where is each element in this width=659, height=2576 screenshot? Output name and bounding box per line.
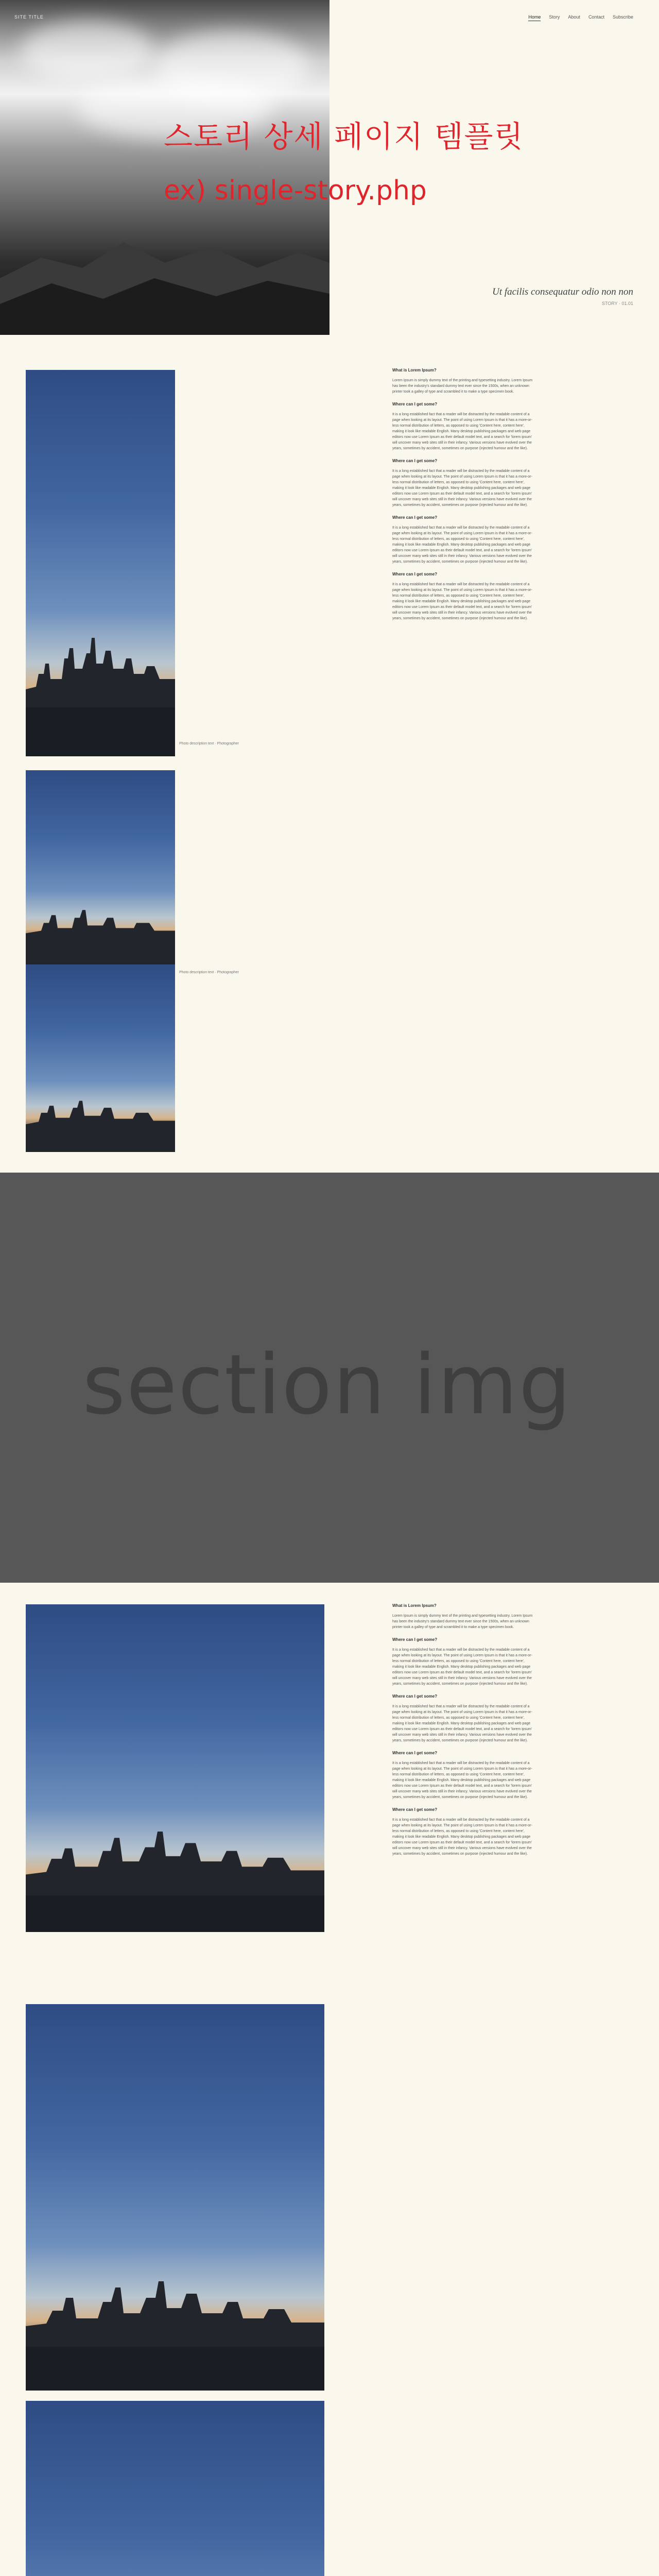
story-paragraph: Lorem Ipsum is simply dummy text of the printing and typesetting industry. Lorem Ipsum has been the industry's standard dummy text ever since the 1500s, when an unknown printer took a galley of type and scrambled it to make a type specimen book. [392, 1614, 533, 1629]
section-image-placeholder [0, 1173, 659, 1583]
page-title: 스토리 상세 페이지 템플릿 [164, 119, 524, 154]
story-heading: Where can I get some? [392, 572, 438, 577]
story-photo [26, 770, 175, 964]
story-photo [26, 1604, 324, 1932]
mountain-silhouette [0, 201, 330, 335]
story-paragraph: It is a long established fact that a reader will be distracted by the readable content of a page when looking at its layout. The point of using Lorem Ipsum is that it has a more-or-less normal distribution of letters, as opposed to using 'Content here, content here', making it look like readable English. Many desktop publishing packages and web page editors now use Lorem Ipsum as their default model text, and a search for 'lorem ipsum' will uncover many web sites still in their infancy. Various versions have evolved over the years, sometimes by accident, sometimes on purpose (injected humour and the like). [392, 583, 532, 620]
story-paragraph: It is a long established fact that a reader will be distracted by the readable content of a page when looking at its layout. The point of using Lorem Ipsum is that it has a more-or-less normal distribution of letters, as opposed to using 'Content here, content here', making it look like readable English. Many desktop publishing packages and web page editors now use Lorem Ipsum as their default model text, and a search for 'lorem ipsum' will uncover many web sites still in their infancy. Various versions have evolved over the years, sometimes by accident, sometimes on purpose (injected humour and the like). [392, 413, 532, 450]
nav-item-about[interactable]: About [568, 14, 580, 20]
story-paragraph: It is a long established fact that a reader will be distracted by the readable content of a page when looking at its layout. The point of using Lorem Ipsum is that it has a more-or-less normal distribution of letters, as opposed to using 'Content here, content here', making it look like readable English. Many desktop publishing packages and web page editors now use Lorem Ipsum as their default model text, and a search for 'lorem ipsum' will uncover many web sites still in their infancy. Various versions have evolved over the years, sometimes by accident, sometimes on purpose (injected humour and the like). [392, 469, 532, 507]
story-photo [26, 964, 175, 1152]
nav-item-home[interactable]: Home [528, 13, 541, 21]
nav-item-story[interactable]: Story [549, 14, 560, 20]
hero-image [0, 0, 330, 335]
photo-caption: Photo description text · Photographer [179, 742, 239, 745]
story-paragraph: Lorem Ipsum is simply dummy text of the printing and typesetting industry. Lorem Ipsum has been the industry's standard dummy text ever since the 1500s, when an unknown printer took a galley of type and scrambled it to make a type specimen book. [392, 379, 533, 394]
story-heading: What is Lorem Ipsum? [392, 368, 437, 372]
story-photo [26, 370, 175, 756]
section-image-label: section img [82, 1336, 572, 1433]
story-text-2 [392, 1596, 536, 1857]
story-paragraph: It is a long established fact that a reader will be distracted by the readable content of a page when looking at its layout. The point of using Lorem Ipsum is that it has a more-or-less normal distribution of letters, as opposed to using 'Content here, content here', making it look like readable English. Many desktop publishing packages and web page editors now use Lorem Ipsum as their default model text, and a search for 'lorem ipsum' will uncover many web sites still in their infancy. Various versions have evolved over the years, sometimes by accident, sometimes on purpose (injected humour and the like). [392, 1705, 532, 1742]
story-photo [26, 2004, 324, 2391]
story-heading: Where can I get some? [392, 1807, 438, 1812]
story-heading: Where can I get some? [392, 402, 438, 406]
photo-caption: Photo description text · Photographer [179, 971, 239, 974]
story-heading: What is Lorem Ipsum? [392, 1603, 437, 1608]
main-nav [528, 13, 633, 21]
story-paragraph: It is a long established fact that a reader will be distracted by the readable content of a page when looking at its layout. The point of using Lorem Ipsum is that it has a more-or-less normal distribution of letters, as opposed to using 'Content here, content here', making it look like readable English. Many desktop publishing packages and web page editors now use Lorem Ipsum as their default model text, and a search for 'lorem ipsum' will uncover many web sites still in their infancy. Various versions have evolved over the years, sometimes by accident, sometimes on purpose (injected humour and the like). [392, 1648, 532, 1686]
story-paragraph: It is a long established fact that a reader will be distracted by the readable content of a page when looking at its layout. The point of using Lorem Ipsum is that it has a more-or-less normal distribution of letters, as opposed to using 'Content here, content here', making it look like readable English. Many desktop publishing packages and web page editors now use Lorem Ipsum as their default model text, and a search for 'lorem ipsum' will uncover many web sites still in their infancy. Various versions have evolved over the years, sometimes by accident, sometimes on purpose (injected humour and the like). [392, 526, 532, 564]
nav-item-subscribe[interactable]: Subscribe [612, 14, 633, 20]
story-paragraph: It is a long established fact that a reader will be distracted by the readable content of a page when looking at its layout. The point of using Lorem Ipsum is that it has a more-or-less normal distribution of letters, as opposed to using 'Content here, content here', making it look like readable English. Many desktop publishing packages and web page editors now use Lorem Ipsum as their default model text, and a search for 'lorem ipsum' will uncover many web sites still in their infancy. Various versions have evolved over the years, sometimes by accident, sometimes on purpose (injected humour and the like). [392, 1761, 532, 1799]
story-heading: Where can I get some? [392, 515, 438, 520]
story-heading: Where can I get some? [392, 459, 438, 463]
story-photo [26, 2401, 324, 2576]
story-paragraph: It is a long established fact that a reader will be distracted by the readable content of a page when looking at its layout. The point of using Lorem Ipsum is that it has a more-or-less normal distribution of letters, as opposed to using 'Content here, content here', making it look like readable English. Many desktop publishing packages and web page editors now use Lorem Ipsum as their default model text, and a search for 'lorem ipsum' will uncover many web sites still in their infancy. Various versions have evolved over the years, sometimes by accident, sometimes on purpose (injected humour and the like). [392, 1818, 532, 1856]
nav-item-contact[interactable]: Contact [588, 14, 604, 20]
story-meta: STORY · 01.01 [601, 301, 633, 306]
page-subtitle: ex) single-story.php [164, 175, 427, 206]
site-title[interactable]: SITE TITLE [14, 14, 44, 20]
story-heading: Where can I get some? [392, 1637, 438, 1642]
hero-section [0, 0, 659, 335]
story-heading: Where can I get some? [392, 1694, 438, 1699]
story-text-1 [392, 361, 536, 621]
story-heading: Ut facilis consequatur odio non non [492, 286, 633, 297]
story-heading: Where can I get some? [392, 1751, 438, 1755]
